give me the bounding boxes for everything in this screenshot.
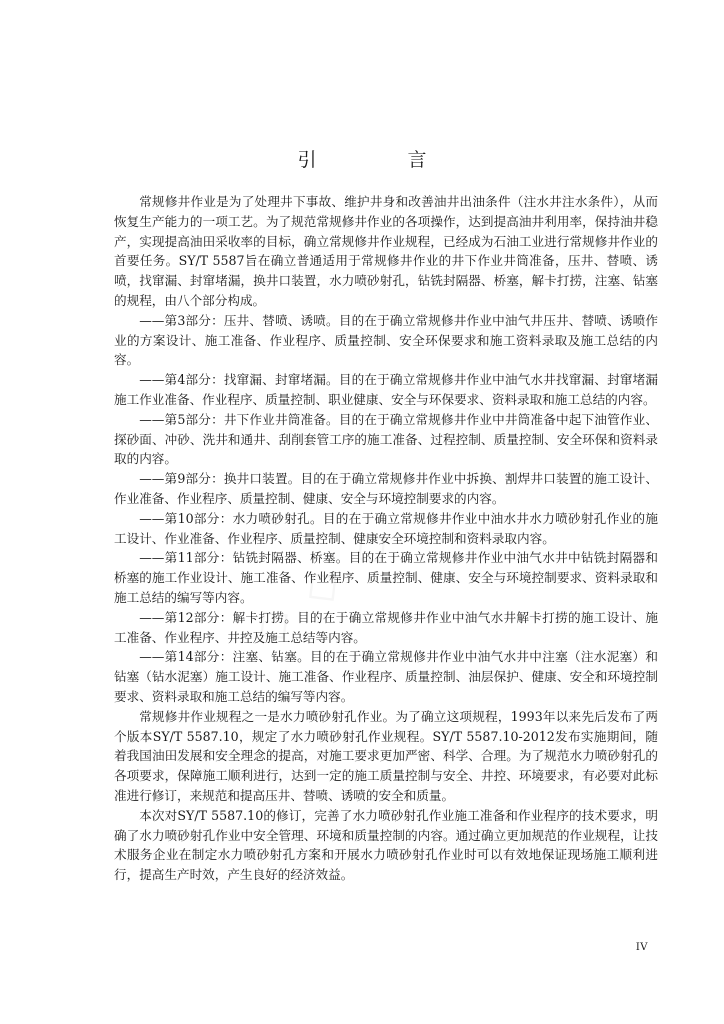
paragraph-intro: 常规修井作业是为了处理井下事故、维护井身和改善油井出油条件（注水井注水条件），从而恢复生产能力的一项工艺。为了规范常规修井作业的各项操作，达到提高油井利用率，保持油井稳产，实现提高油田采收率的目标，确立常规修井作业规程，已经成为石油工业进行常规修井作业的首要任务。SY/T 5587旨在确立普通适用于常规修井作业的井下作业井筒准备，压井、替喷、诱喷，找窜漏、封窜堵漏，换井口装置，水力喷砂射孔，钻铣封隔器、桥塞，解卡打捞，注塞、钻塞的规程，由八个部分构成。 xyxy=(114,194,658,308)
paragraph-history: 常规修井作业规程之一是水力喷砂射孔作业。为了确立这项规程，1993年以来先后发布了两个版本SY/T 5587.10，规定了水力喷砂射孔作业规程。SY/T 5587.10-2012发布实施期间，随着我国油田发展和安全理念的提高，对施工要求更加严密、科学、合理。为了规范水力喷砂射孔的各项要求，保障施工顺利进行，达到一定的施工质量控制与安全、井控、环境要求，有必要对此标准进行修订，来规范和提高压井、替喷、诱喷的安全和质量。 xyxy=(114,708,658,803)
paragraph-revision: 本次对SY/T 5587.10的修订，完善了水力喷砂射孔作业施工准备和作业程序的技术要求，明确了水力喷砂射孔作业中安全管理、环境和质量控制的内容。通过确立更加规范的作业规程，让技术服务企业在制定水力喷砂射孔方案和开展水力喷砂射孔作业时可以有效地保证现场施工顺利进行，提高生产时效，产生良好的经济效益。 xyxy=(114,807,658,883)
body-text xyxy=(114,192,658,885)
paragraph-part-4: ——第4部分：找窜漏、封窜堵漏。目的在于确立常规修井作业中油气水井找窜漏、封窜堵漏施工作业准备、作业程序、质量控制、职业健康、安全与环保要求、资料录取和施工总结的内容。 xyxy=(114,372,658,407)
paragraph-part-9: ——第9部分：换井口装置。目的在于确立常规修井作业中拆换、割焊井口装置的施工设计、作业准备、作业程序、质量控制、健康、安全与环境控制要求的内容。 xyxy=(114,471,658,506)
paragraph-part-10: ——第10部分：水力喷砂射孔。目的在于确立常规修井作业中油水井水力喷砂射孔作业的施工设计、作业准备、作业程序、质量控制、健康安全环境控制和资料录取内容。 xyxy=(114,510,658,546)
paragraph-part-3: ——第3部分：压井、替喷、诱喷。目的在于确立常规修井作业中油气井压井、替喷、诱喷作业的方案设计、施工准备、作业程序、质量控制、安全环保要求和施工资料录取及施工总结的内容。 xyxy=(114,312,658,368)
paragraph-part-11: ——第11部分：钻铣封隔器、桥塞。目的在于确立常规修井作业中油气水井中钻铣封隔器和桥塞的施工作业设计、施工准备、作业程序、质量控制、健康、安全与环境控制要求、资料录取和施工总结的编写等内容。 xyxy=(114,550,658,605)
paragraph-part-14: ——第14部分：注塞、钻塞。目的在于确立常规修井作业中油气水井中注塞（注水泥塞）和钻塞（钻水泥塞）施工设计、施工准备、作业程序、质量控制、油层保护、健康、安全和环境控制要求、资料录取和施工总结的编写等内容。 xyxy=(114,649,658,704)
paragraph-part-5: ——第5部分：井下作业井筒准备。目的在于确立常规修井作业中井筒准备中起下油管作业、探砂面、冲砂、洗井和通井、刮削套管工序的施工准备、过程控制、质量控制、安全环保和资料录取的内容。 xyxy=(114,411,658,467)
page-title: 引 言 xyxy=(297,148,463,171)
page-number: IV xyxy=(635,942,648,953)
paragraph-part-12: ——第12部分：解卡打捞。目的在于确立常规修井作业中油气水井解卡打捞的施工设计、施工准备、作业程序、井控及施工总结等内容。 xyxy=(114,609,658,645)
